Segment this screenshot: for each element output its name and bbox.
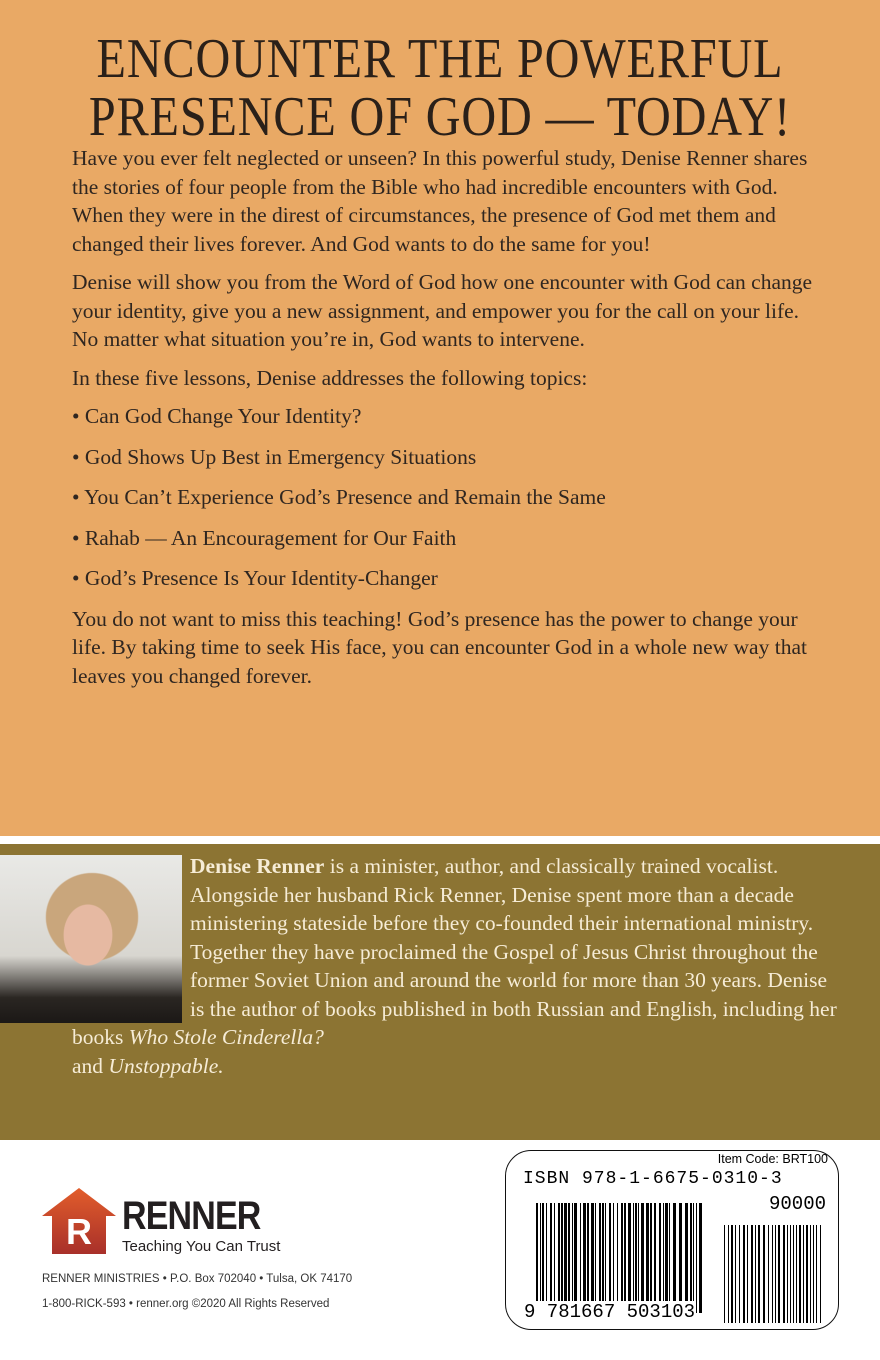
bio-text: and [72,1053,109,1078]
topic-item: • Rahab — An Encouragement for Our Faith [72,525,457,550]
publisher-contact: 1-800-RICK-593 • renner.org ©2020 All Rights Reserved [42,1298,330,1310]
publisher-address: RENNER MINISTRIES • P.O. Box 702040 • Tulsa, OK 74170 [42,1273,353,1285]
paragraph: Have you ever felt neglected or unseen? In this powerful study, Denise Renner shares the stories of four people from the Bible who had incredible encounters with God. When they were in the direst of circumstances, the presence of God met them and changed their lives forever. And God wants to do the same for you! [72,146,808,256]
logo-letter: R [66,1211,92,1252]
description [72,144,817,700]
topic-item: • God Shows Up Best in Emergency Situations [72,444,477,469]
house-icon [42,1188,116,1254]
headline-line-1: ENCOUNTER THE POWERFUL [96,28,784,90]
author-name: Denise Renner [190,854,325,878]
paragraph: In these five lessons, Denise addresses the following topics: [72,365,588,390]
divider [0,836,880,844]
isbn-text: ISBN 978-1-6675-0310-3 [523,1169,783,1189]
paragraph: Denise will show you from the Word of God how one encounter with God can change your identity, give you a new assignment, and empower you for the call on your life. No matter what situation you’re in, God wants to intervene. [72,270,813,351]
topic-item: • God’s Presence Is Your Identity-Changer [72,566,438,590]
headline [62,30,819,146]
topic-item: • Can God Change Your Identity? [72,404,362,428]
book-title: Unstoppable. [108,1053,224,1078]
barcode-label [505,1150,839,1330]
topic-item: • You Can’t Experience God’s Presence and Remain the Same [72,485,606,509]
barcode-number: 9 781667 503103 [524,1301,696,1323]
logo-tagline: Teaching You Can Trust [122,1238,281,1255]
item-code: Item Code: BRT100 [717,1152,828,1166]
bio-text: is a minister, author, and classically trained vocalist. Alongside her husband Rick Renner, Denise spent more than a decade ministering stateside before they co-founded their international ministry. Together they have proclaimed the Gospel of Jesus Christ throughout the former Soviet Union and around the world for more than 30 years. Denise is the author of books published in both Russian and English, including her books [72,854,837,1049]
headline-line-2: PRESENCE OF GOD — TODAY! [88,86,792,148]
logo-name: RENNER [122,1194,261,1238]
author-bio [72,852,842,1080]
book-title: Who Stole Cinderella? [128,1025,324,1049]
addon-number: 90000 [768,1193,826,1215]
closing-paragraph: You do not want to miss this teaching! God’s presence has the power to change your life. By taking time to seek His face, you can encounter God in a whole new way that leaves you changed forever. [72,606,807,688]
